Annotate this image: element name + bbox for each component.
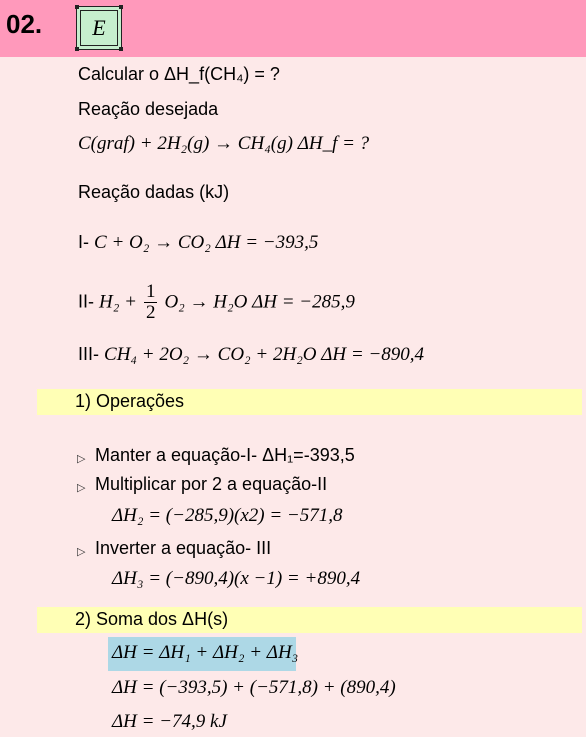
operation-step-2-calc: ΔH₂ = (−285,9)(x2) = −571,8 bbox=[112, 505, 343, 526]
desired-reaction: C(graf) + 2H₂(g) → CH₄(g) ΔH_f = ? bbox=[78, 133, 370, 154]
sum-substitution: ΔH = (−393,5) + (−571,8) + (890,4) bbox=[112, 677, 396, 698]
answer-letter: E bbox=[92, 15, 106, 40]
operations-title: 1) Operações bbox=[75, 391, 185, 411]
reaction-3-label: III- bbox=[78, 344, 99, 364]
reaction-2-label: II- bbox=[78, 291, 94, 312]
triangle-bullet-icon: ▷ bbox=[77, 546, 86, 558]
triangle-bullet-icon: ▷ bbox=[77, 482, 86, 494]
operation-step-3-calc: ΔH₃ = (−890,4)(x −1) = +890,4 bbox=[112, 568, 361, 589]
question-number: 02. bbox=[6, 9, 43, 39]
fraction-denominator: 2 bbox=[145, 302, 156, 323]
given-reactions-title: Reação dadas (kJ) bbox=[78, 182, 230, 202]
question-header bbox=[0, 0, 586, 57]
reaction-3-equation: CH₄ + 2O₂ → CO₂ + 2H₂O ΔH = −890,4 bbox=[104, 344, 425, 365]
operation-step-1: Manter a equação-I- ΔH₁=-393,5 bbox=[95, 445, 355, 465]
operation-step-2: Multiplicar por 2 a equação-II bbox=[95, 474, 328, 494]
sum-band bbox=[37, 607, 582, 633]
operations-band bbox=[37, 389, 582, 415]
reaction-1-label: I- bbox=[78, 232, 89, 252]
sum-title: 2) Soma dos ΔH(s) bbox=[75, 609, 229, 629]
reaction-1-equation: C + O₂ → CO₂ ΔH = −393,5 bbox=[94, 232, 319, 253]
operation-step-3: Inverter a equação- III bbox=[95, 538, 272, 558]
triangle-bullet-icon: ▷ bbox=[77, 453, 86, 465]
desired-reaction-title: Reação desejada bbox=[78, 99, 219, 119]
reaction-1 bbox=[78, 232, 318, 254]
sum-result: ΔH = −74,9 kJ bbox=[112, 711, 227, 732]
reaction-2-fraction bbox=[144, 282, 158, 323]
fraction-numerator: 1 bbox=[145, 281, 156, 302]
reaction-2-right: O₂ → H₂O ΔH = −285,9 bbox=[164, 291, 355, 313]
sum-formula: ΔH = ΔH₁ + ΔH₂ + ΔH₃ bbox=[112, 642, 299, 663]
reaction-2 bbox=[78, 282, 355, 323]
reaction-2-left: H₂ + bbox=[99, 291, 137, 313]
answer-box bbox=[76, 6, 122, 50]
calc-statement: Calcular o ΔH_f(CH₄) = ? bbox=[78, 64, 280, 84]
reaction-3 bbox=[78, 344, 424, 366]
